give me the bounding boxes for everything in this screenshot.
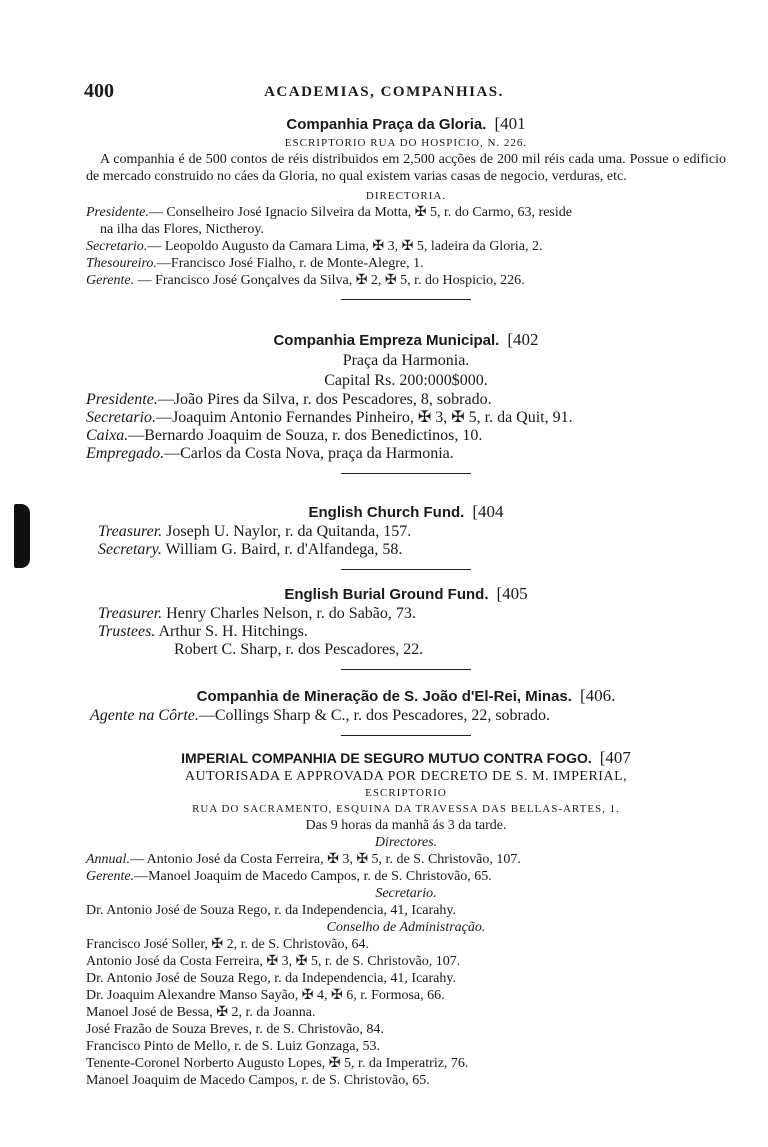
list-item: Presidente.— Conselheiro José Ignacio Silveira da Motta, ✠ 5, r. do Carmo, 63, reside <box>86 205 572 220</box>
section-402 <box>86 330 726 482</box>
running-title: ACADEMIAS, COMPANHIAS. <box>264 84 504 100</box>
list-item: Treasurer. Henry Charles Nelson, r. do Sabão, 73. <box>98 605 416 622</box>
office-hours: Das 9 horas da manhã ás 3 da tarde. <box>305 818 507 833</box>
divider <box>341 735 471 736</box>
list-item: Secretary. William G. Baird, r. d'Alfandega, 58. <box>98 541 403 558</box>
list-item: José Frazão de Souza Breves, r. de S. Christovão, 84. <box>86 1022 384 1037</box>
list-item: Manoel José de Bessa, ✠ 2, r. da Joanna. <box>86 1005 316 1020</box>
company-description: A companhia é de 500 contos de réis distribuidos em 2,500 acções de 200 mil réis cada uma. Possue o edificio de mercado construido no cáes da Gloria, no qual existem varias casas de negocio, verduras, etc. <box>86 152 726 184</box>
board-heading: DIRECTORIA. <box>365 190 447 202</box>
list-item: na ilha das Flores, Nictheroy. <box>100 222 264 237</box>
capital: Capital Rs. 200:000$000. <box>324 372 488 389</box>
list-item: Dr. Joaquim Alexandre Manso Sayão, ✠ 4, ✠ 6, r. Formosa, 66. <box>86 988 445 1003</box>
divider <box>341 299 471 300</box>
list-item: Caixa.—Bernardo Joaquim de Souza, r. dos Benedictinos, 10. <box>86 427 483 444</box>
office-address: RUA DO SACRAMENTO, ESQUINA DA TRAVESSA DAS BELLAS-ARTES, 1. <box>192 803 620 815</box>
list-item: Robert C. Sharp, r. dos Pescadores, 22. <box>174 641 424 658</box>
section-title: Companhia de Mineração de S. João d'El-Rei, Minas. [406. <box>196 686 616 705</box>
list-item: Agente na Côrte.—Collings Sharp & C., r. dos Pescadores, 22, sobrado. <box>90 707 550 724</box>
section-404 <box>86 502 726 578</box>
section-title: IMPERIAL COMPANHIA DE SEGURO MUTUO CONTRA FOGO. [407 <box>181 748 631 767</box>
section-title <box>86 114 726 135</box>
secretary-heading: Secretario. <box>375 886 437 901</box>
list-item: Antonio José da Costa Ferreira, ✠ 3, ✠ 5, r. de S. Christovão, 107. <box>86 954 461 969</box>
section-title: English Burial Ground Fund. [405 <box>284 584 528 603</box>
divider <box>341 669 471 670</box>
section-title: Companhia Empreza Municipal. [402 <box>273 330 539 349</box>
office-address: ESCRIPTORIO RUA DO HOSPICIO, N. 226. <box>284 137 528 149</box>
section-406 <box>86 686 726 744</box>
list-item: Manoel Joaquim de Macedo Campos, r. de S. Christovão, 65. <box>86 1073 430 1088</box>
section-401 <box>86 114 726 308</box>
list-item: Secretario.— Leopoldo Augusto da Camara Lima, ✠ 3, ✠ 5, ladeira da Gloria, 2. <box>86 239 543 254</box>
section-405 <box>86 584 726 678</box>
list-item: Gerente.—Manoel Joaquim de Macedo Campos, r. de S. Christovão, 65. <box>86 869 492 884</box>
list-item: Tenente-Coronel Norberto Augusto Lopes, ✠ 5, r. da Imperatriz, 76. <box>86 1056 469 1071</box>
council-heading: Conselho de Administração. <box>326 920 486 935</box>
directors-heading: Directores. <box>374 835 438 850</box>
list-item: Gerente. — Francisco José Gonçalves da Silva, ✠ 2, ✠ 5, r. do Hospicio, 226. <box>86 273 525 288</box>
list-item: Thesoureiro.—Francisco José Fialho, r. de Monte-Alegre, 1. <box>86 256 424 271</box>
list-item: Annual.— Antonio José da Costa Ferreira, ✠ 3, ✠ 5, r. de S. Christovão, 107. <box>86 852 521 867</box>
list-item: Dr. Antonio José de Souza Rego, r. da Independencia, 41, Icarahy. <box>86 903 456 918</box>
list-item: Francisco José Soller, ✠ 2, r. de S. Christovão, 64. <box>86 937 369 952</box>
list-item: Dr. Antonio José de Souza Rego, r. da Independencia, 41, Icarahy. <box>86 971 456 986</box>
authorization-note: AUTORISADA E APPROVADA POR DECRETO DE S. M. IMPERIAL, <box>184 769 628 784</box>
list-item: Trustees. Arthur S. H. Hitchings. <box>98 623 308 640</box>
divider <box>341 569 471 570</box>
title-text: Companhia Praça da Gloria. <box>286 116 487 133</box>
divider <box>341 473 471 474</box>
section-407 <box>86 748 726 1089</box>
entry-number: [401 <box>494 114 526 133</box>
ink-blot <box>14 504 30 568</box>
page-header <box>0 80 768 106</box>
section-title: English Church Fund. [404 <box>308 502 504 521</box>
list-item: Empregado.—Carlos da Costa Nova, praça da Harmonia. <box>86 445 454 462</box>
page-number: 400 <box>84 80 114 102</box>
office-label: ESCRIPTORIO <box>365 787 447 799</box>
list-item: Secretario.—Joaquim Antonio Fernandes Pinheiro, ✠ 3, ✠ 5, r. da Quit, 91. <box>86 409 573 426</box>
location: Praça da Harmonia. <box>342 352 470 369</box>
list-item: Presidente.—João Pires da Silva, r. dos Pescadores, 8, sobrado. <box>86 391 492 408</box>
list-item: Treasurer. Joseph U. Naylor, r. da Quitanda, 157. <box>98 523 412 540</box>
list-item: Francisco Pinto de Mello, r. de S. Luiz Gonzaga, 53. <box>86 1039 380 1054</box>
